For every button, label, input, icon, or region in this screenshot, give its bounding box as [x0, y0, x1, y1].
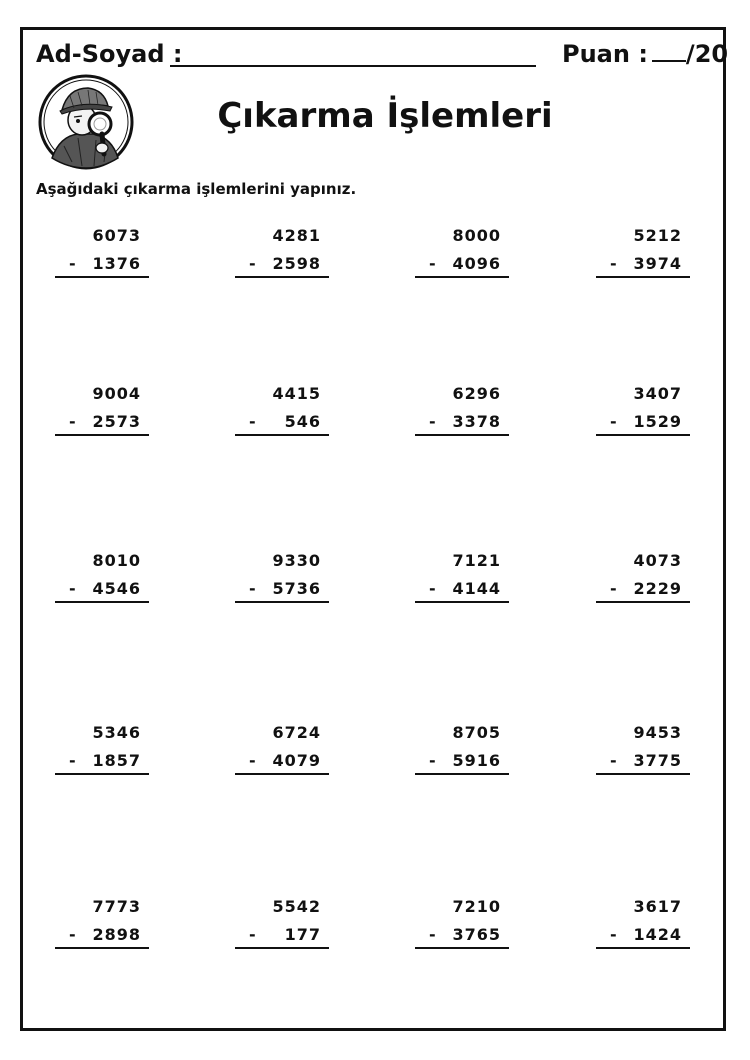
subtrahend: 546 [284, 412, 321, 431]
subtraction-problem [235, 551, 329, 607]
subtrahend: 3765 [452, 925, 501, 944]
subtrahend: 2898 [92, 925, 141, 944]
page-title: Çıkarma İşlemleri [217, 96, 553, 136]
score-total: /20 [685, 40, 729, 68]
minuend: 4415 [272, 384, 321, 403]
worksheet-frame [20, 27, 729, 1031]
minuend: 4281 [272, 226, 321, 245]
instruction-text: Aşağıdaki çıkarma işlemlerini yapınız. [36, 180, 357, 198]
minus-sign: - [249, 579, 257, 598]
subtraction-problem [415, 226, 509, 282]
subtrahend: 3974 [633, 254, 682, 273]
minus-sign: - [429, 579, 437, 598]
minuend: 6073 [92, 226, 141, 245]
subtraction-problem [55, 897, 149, 953]
minuend: 8000 [452, 226, 501, 245]
answer-line[interactable] [596, 434, 690, 436]
subtrahend: 5916 [452, 751, 501, 770]
answer-line[interactable] [55, 601, 149, 603]
subtraction-problem [415, 897, 509, 953]
answer-line[interactable] [415, 773, 509, 775]
minus-sign: - [429, 412, 437, 431]
answer-line[interactable] [235, 434, 329, 436]
subtrahend: 2598 [272, 254, 321, 273]
minuend: 4073 [633, 551, 682, 570]
answer-line[interactable] [596, 947, 690, 949]
subtrahend: 4546 [92, 579, 141, 598]
subtraction-problem [596, 226, 690, 282]
answer-line[interactable] [596, 276, 690, 278]
subtraction-problem [415, 723, 509, 779]
minuend: 5212 [633, 226, 682, 245]
minus-sign: - [429, 254, 437, 273]
minus-sign: - [249, 254, 257, 273]
minus-sign: - [69, 751, 77, 770]
subtraction-problem [596, 723, 690, 779]
minus-sign: - [610, 579, 618, 598]
answer-line[interactable] [415, 947, 509, 949]
minus-sign: - [249, 751, 257, 770]
minus-sign: - [610, 925, 618, 944]
answer-line[interactable] [415, 601, 509, 603]
subtrahend: 1424 [633, 925, 682, 944]
minuend: 6724 [272, 723, 321, 742]
subtrahend: 4079 [272, 751, 321, 770]
subtraction-problem [235, 226, 329, 282]
subtrahend: 177 [284, 925, 321, 944]
answer-line[interactable] [55, 947, 149, 949]
subtraction-problem [596, 551, 690, 607]
subtrahend: 4096 [452, 254, 501, 273]
subtraction-problem [55, 226, 149, 282]
minuend: 3407 [633, 384, 682, 403]
minuend: 5346 [92, 723, 141, 742]
subtraction-problem [596, 384, 690, 440]
subtrahend: 1376 [92, 254, 141, 273]
minuend: 5542 [272, 897, 321, 916]
minuend: 8010 [92, 551, 141, 570]
minus-sign: - [69, 925, 77, 944]
subtraction-problem [55, 551, 149, 607]
subtraction-problem [415, 384, 509, 440]
subtrahend: 3378 [452, 412, 501, 431]
subtraction-problem [55, 723, 149, 779]
score-label: Puan : [562, 40, 648, 68]
minuend: 6296 [452, 384, 501, 403]
minus-sign: - [69, 412, 77, 431]
minus-sign: - [429, 751, 437, 770]
score-blank[interactable] [652, 60, 686, 62]
minus-sign: - [610, 751, 618, 770]
answer-line[interactable] [235, 773, 329, 775]
subtrahend: 1529 [633, 412, 682, 431]
subtraction-problem [415, 551, 509, 607]
minuend: 3617 [633, 897, 682, 916]
minuend: 7773 [92, 897, 141, 916]
subtraction-problem [235, 897, 329, 953]
answer-line[interactable] [55, 773, 149, 775]
answer-line[interactable] [235, 947, 329, 949]
detective-with-magnifier-icon [38, 74, 134, 170]
subtrahend: 3775 [633, 751, 682, 770]
minus-sign: - [249, 412, 257, 431]
minuend: 7210 [452, 897, 501, 916]
minuend: 9453 [633, 723, 682, 742]
answer-line[interactable] [55, 276, 149, 278]
answer-line[interactable] [415, 434, 509, 436]
answer-line[interactable] [596, 601, 690, 603]
answer-line[interactable] [596, 773, 690, 775]
subtraction-problem [596, 897, 690, 953]
answer-line[interactable] [235, 276, 329, 278]
answer-line[interactable] [235, 601, 329, 603]
minus-sign: - [69, 579, 77, 598]
subtrahend: 5736 [272, 579, 321, 598]
minus-sign: - [610, 254, 618, 273]
minus-sign: - [429, 925, 437, 944]
subtrahend: 4144 [452, 579, 501, 598]
name-label: Ad-Soyad : [36, 40, 183, 68]
subtraction-problem [55, 384, 149, 440]
minuend: 7121 [452, 551, 501, 570]
answer-line[interactable] [55, 434, 149, 436]
minus-sign: - [69, 254, 77, 273]
subtraction-problem [235, 723, 329, 779]
minuend: 9330 [272, 551, 321, 570]
answer-line[interactable] [415, 276, 509, 278]
minus-sign: - [610, 412, 618, 431]
subtraction-problem [235, 384, 329, 440]
minuend: 9004 [92, 384, 141, 403]
minus-sign: - [249, 925, 257, 944]
subtrahend: 1857 [92, 751, 141, 770]
minuend: 8705 [452, 723, 501, 742]
subtrahend: 2573 [92, 412, 141, 431]
score-area [562, 40, 728, 68]
subtrahend: 2229 [633, 579, 682, 598]
name-field-line[interactable] [170, 65, 536, 67]
